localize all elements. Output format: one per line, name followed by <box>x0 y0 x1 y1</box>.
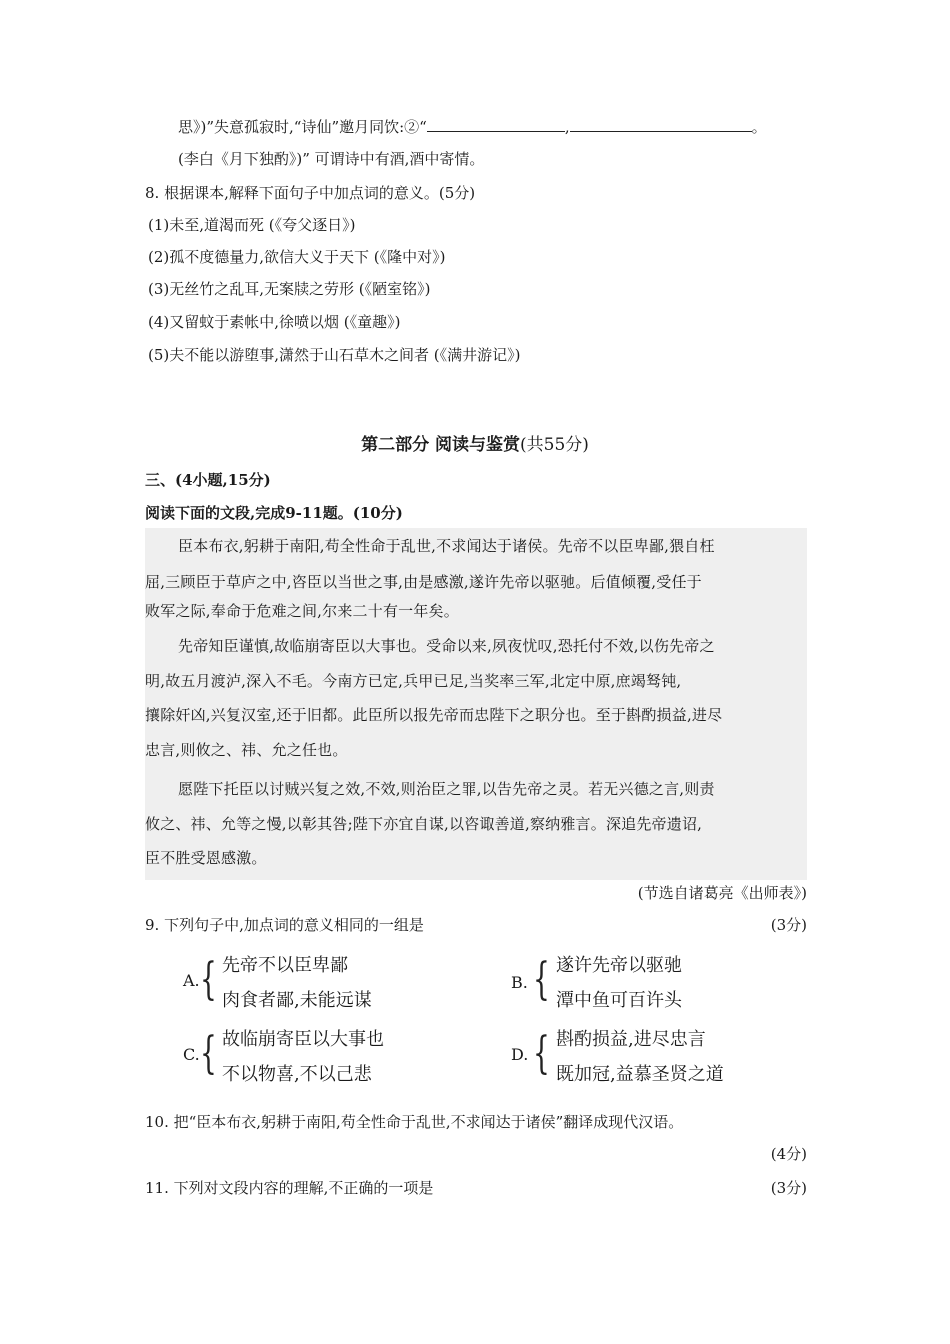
option-letter: B. <box>511 973 528 992</box>
answer-blank-2[interactable] <box>570 117 752 132</box>
option-line-c1: 故临崩寄臣以大事也 <box>222 1029 384 1050</box>
passage-line: 臣不胜受恩感激。 <box>145 849 267 867</box>
passage-source: (节选自诸葛亮《出师表》) <box>637 884 807 902</box>
part2-title-score: (共55分) <box>520 435 589 455</box>
option-line-a1: 先帝不以臣卑鄙 <box>222 955 348 976</box>
passage-line: 攸之、祎、允等之慢,以彰其咎;陛下亦宜自谋,以咨诹善道,察纳雅言。深追先帝遗诏, <box>145 815 703 833</box>
q9-score: (3分) <box>770 916 807 934</box>
q8-item-1: (1)未至,道渴而死 (《夸父逐日》) <box>148 216 356 234</box>
option-line-d2: 既加冠,益慕圣贤之道 <box>556 1064 724 1085</box>
brace-icon: { <box>200 954 217 1005</box>
q8-item-4: (4)又留蚊于素帐中,徐喷以烟 (《童趣》) <box>148 313 401 331</box>
passage-line: 攘除奸凶,兴复汉室,还于旧都。此臣所以报先帝而忠陛下之职分也。至于斟酌损益,进尽 <box>145 706 723 724</box>
option-letter: C. <box>183 1045 200 1064</box>
q7-source-line: (李白《月下独酌》)” 可谓诗中有酒,酒中寄情。 <box>178 150 485 168</box>
option-line-b1: 遂许先帝以驱驰 <box>556 955 682 976</box>
passage-line: 臣本布衣,躬耕于南阳,苟全性命于乱世,不求闻达于诸侯。先帝不以臣卑鄙,猥自枉 <box>178 537 715 555</box>
passage-line: 屈,三顾臣于草庐之中,咨臣以当世之事,由是感激,遂许先帝以驱驰。后值倾覆,受任于 <box>145 573 702 591</box>
q7-text: 思》)”失意孤寂时,“诗仙”邀月同饮:②“ <box>178 118 427 136</box>
q8-item-3: (3)无丝竹之乱耳,无案牍之劳形 (《陋室铭》) <box>148 280 431 298</box>
q11-score: (3分) <box>770 1179 807 1197</box>
passage-line: 忠言,则攸之、祎、允之任也。 <box>145 741 348 759</box>
brace-icon: { <box>533 1028 550 1079</box>
passage-line: 愿陛下托臣以讨贼兴复之效,不效,则治臣之罪,以告先帝之灵。若无兴德之言,则责 <box>178 780 715 798</box>
q8-stem: 8. 根据课本,解释下面句子中加点词的意义。(5分) <box>145 184 476 202</box>
q7-answer-line <box>178 117 767 137</box>
q10-score: (4分) <box>770 1145 807 1163</box>
option-line-a2: 肉食者鄙,未能远谋 <box>222 990 372 1011</box>
option-letter: A. <box>183 971 200 990</box>
passage-line: 先帝知臣谨慎,故临崩寄臣以大事也。受命以来,夙夜忧叹,恐托付不效,以伤先帝之 <box>178 637 715 655</box>
q9-stem: 9. 下列句子中,加点词的意义相同的一组是 <box>145 916 424 934</box>
passage-box <box>145 528 807 880</box>
q8-item-5: (5)夫不能以游堕事,潇然于山石草木之间者 (《满井游记》) <box>148 346 521 364</box>
q7-comma: , <box>564 118 570 136</box>
brace-icon: { <box>200 1028 217 1079</box>
part2-title-text: 第二部分 阅读与鉴赏 <box>361 435 520 455</box>
reading-instruction: 阅读下面的文段,完成9-11题。(10分) <box>145 504 403 522</box>
section-heading: 三、(4小题,15分) <box>145 471 271 489</box>
answer-blank-1[interactable] <box>427 117 565 132</box>
q7-end: 。 <box>751 118 767 136</box>
q11-stem: 11. 下列对文段内容的理解,不正确的一项是 <box>145 1179 434 1197</box>
option-line-d1: 斟酌损益,进尽忠言 <box>556 1029 706 1050</box>
passage-line: 明,故五月渡泸,深入不毛。今南方已定,兵甲已足,当奖率三军,北定中原,庶竭驽钝, <box>145 672 682 690</box>
option-line-b2: 潭中鱼可百许头 <box>556 990 682 1011</box>
q10-stem: 10. 把“臣本布衣,躬耕于南阳,苟全性命于乱世,不求闻达于诸侯”翻译成现代汉语。 <box>145 1113 684 1131</box>
brace-icon: { <box>533 954 550 1005</box>
passage-line: 败军之际,奉命于危难之间,尔来二十有一年矣。 <box>145 602 459 620</box>
part2-title <box>0 433 950 457</box>
option-line-c2: 不以物喜,不以己悲 <box>222 1064 372 1085</box>
option-letter: D. <box>511 1045 529 1064</box>
q8-item-2: (2)孤不度德量力,欲信大义于天下 (《隆中对》) <box>148 248 446 266</box>
